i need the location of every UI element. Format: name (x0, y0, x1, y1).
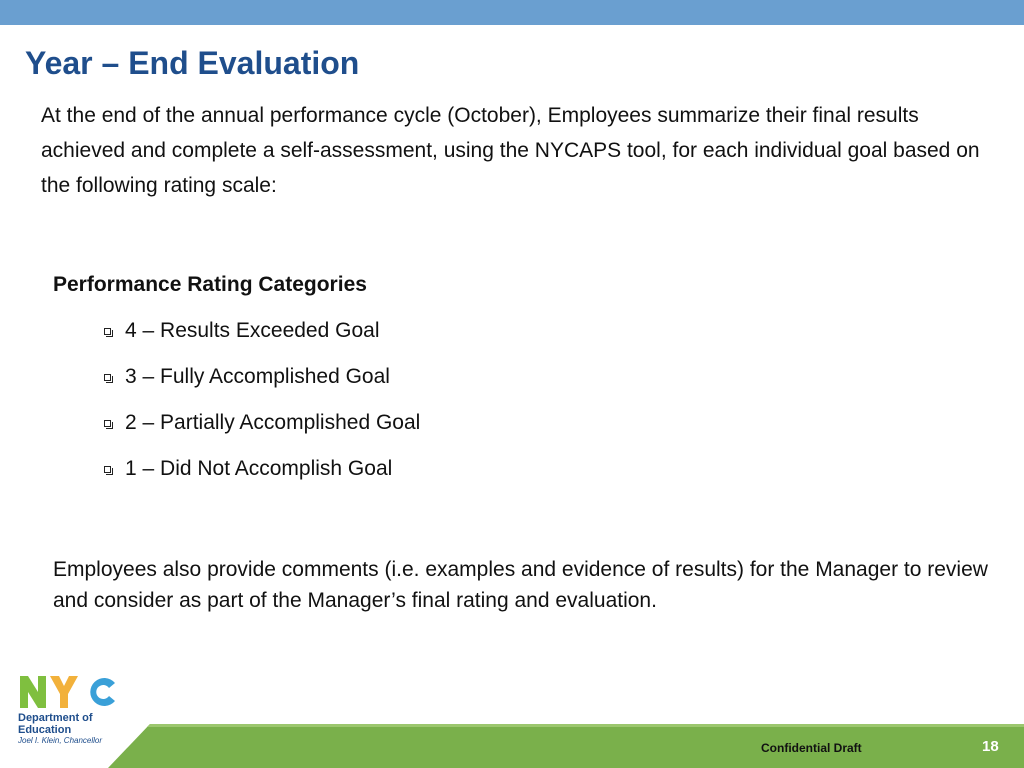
page-number: 18 (982, 738, 999, 755)
rating-item (104, 453, 420, 499)
slide-title: Year – End Evaluation (25, 45, 360, 81)
rating-item (104, 361, 420, 407)
section-heading: Performance Rating Categories (53, 273, 367, 296)
square-bullet-icon (104, 420, 111, 427)
rating-item (104, 407, 420, 453)
square-bullet-icon (104, 466, 111, 473)
rating-item (104, 315, 420, 361)
rating-label: 3 – Fully Accomplished Goal (125, 365, 390, 388)
square-bullet-icon (104, 328, 111, 335)
intro-paragraph: At the end of the annual performance cycle (October), Employees summarize their final results achieved and complete a self-assessment, using the NYCAPS tool, for each individual goal based on the following rating scale: (41, 104, 980, 197)
logo-department-line2: Education (18, 724, 72, 736)
rating-label: 2 – Partially Accomplished Goal (125, 411, 421, 434)
closing-paragraph: Employees also provide comments (i.e. examples and evidence of results) for the Manager to review and consider as part of the Manager’s final rating and evaluation. (53, 558, 988, 612)
top-accent-band (0, 0, 1024, 25)
square-bullet-icon (104, 374, 111, 381)
footer-confidential-label: Confidential Draft (761, 741, 862, 755)
nyc-logo-mark-icon (18, 674, 120, 710)
rating-label: 4 – Results Exceeded Goal (125, 319, 380, 342)
footer-band (0, 724, 1024, 768)
rating-categories-list (104, 315, 420, 499)
logo-chancellor: Joel I. Klein, Chancellor (18, 736, 103, 745)
rating-label: 1 – Did Not Accomplish Goal (125, 457, 393, 480)
logo-department-line1: Department of (18, 712, 93, 724)
